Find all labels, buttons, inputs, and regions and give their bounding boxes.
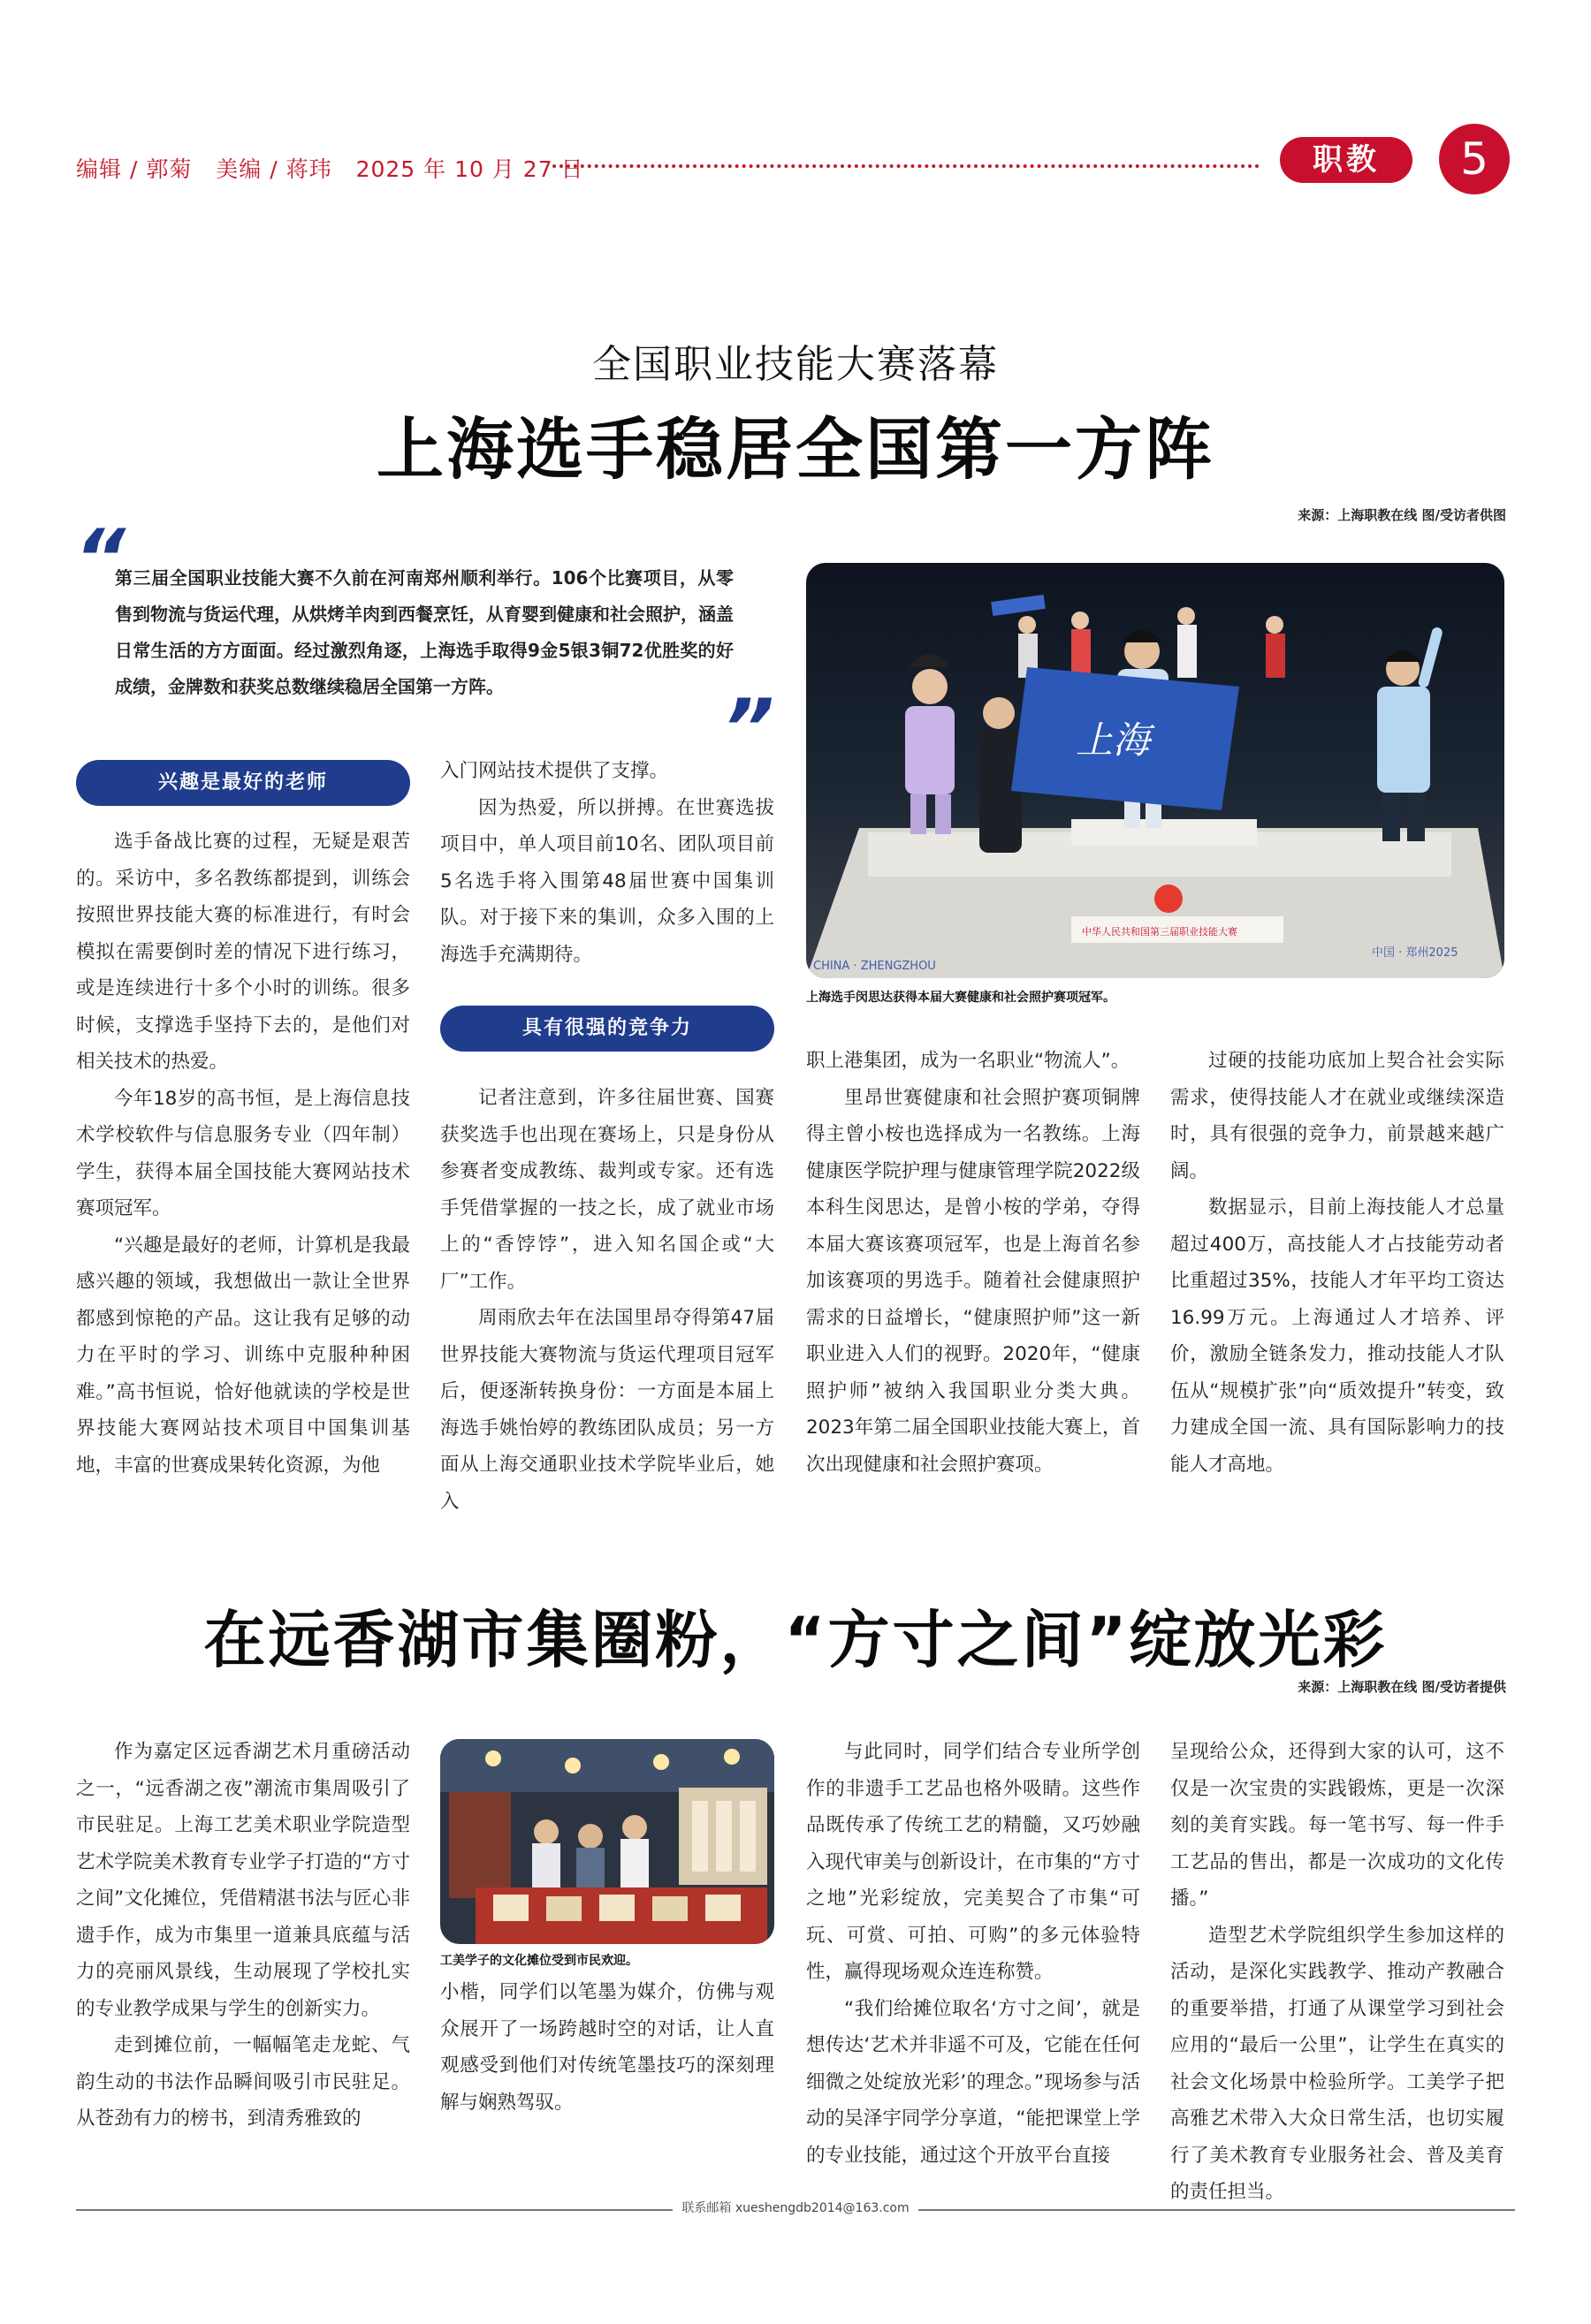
market-stall-illustration	[440, 1739, 774, 1944]
paragraph: 造型艺术学院组织学生参加这样的活动，是深化实践教学、推动产教融合的重要举措，打通了从课堂学习到社会应用的“最后一公里”，让学生在真实的社会文化场景中检验所学。工美学子把高雅艺术带入大众日常生活，也切实履行了美术教育专业服务社会、普及美育的责任担当。	[1170, 1924, 1504, 2203]
header-dotted-rule	[552, 164, 1260, 168]
subhead-interest: 兴趣是最好的老师	[76, 760, 410, 806]
article2-photo-caption: 工美学子的文化摊位受到市民欢迎。	[440, 1954, 638, 1968]
article1-photo-caption: 上海选手闵思达获得本届大赛健康和社会照护赛项冠军。	[806, 991, 1115, 1005]
photo-corner-left: CHINA · ZHENGZHOU	[813, 960, 936, 973]
paragraph: 记者注意到，许多往届世赛、国赛获奖选手也出现在赛场上，只是身份从参赛者变成教练、裁判或专家。还有选手凭借掌握的一技之长，成了就业市场上的“香饽饽”，进入知名国企或“大厂”工作。	[440, 1087, 774, 1293]
footer	[0, 2199, 1591, 2216]
article1-column-2-top	[440, 753, 774, 973]
flag-label: 上海	[1076, 718, 1151, 762]
paragraph: 周雨欣去年在法国里昂夺得第47届世界技能大赛物流与货运代理项目冠军后，便逐渐转换身份：一方面是本届上海选手姚怡婷的教练团队成员；另一方面从上海交通职业技术学院毕业后，她入	[440, 1307, 774, 1513]
subhead-competitiveness: 具有很强的竞争力	[440, 1006, 774, 1052]
market-stall-photo	[440, 1739, 774, 1944]
article2-column-2	[440, 1974, 774, 2121]
paragraph: 走到摊位前，一幅幅笔走龙蛇、气韵生动的书法作品瞬间吸引市民驻足。从苍劲有力的榜书，到清秀雅致的	[76, 2034, 410, 2130]
award-ceremony-illustration	[806, 563, 1504, 978]
article1-column-2-bottom	[440, 1080, 774, 1520]
paragraph: 选手备战比赛的过程，无疑是艰苦的。采访中，多名教练都提到，训练会按照世界技能大赛的标准进行，有时会模拟在需要倒时差的情况下进行练习，或是连续进行十多个小时的训练。很多时候，支撑选手坚持下去的，是他们对相关技术的热爱。	[76, 831, 410, 1073]
paragraph: 今年18岁的高书恒，是上海信息技术学校软件与信息服务专业（四年制）学生，获得本届全国技能大赛网站技术赛项冠军。	[76, 1087, 410, 1219]
article1-column-3	[806, 1043, 1140, 1483]
paragraph: “我们给摊位取名‘方寸之间’，就是想传达‘艺术并非遥不可及，它能在任何细微之处绽放光彩’的理念。”现场参与活动的吴泽宇同学分享道，“能把课堂上学的专业技能，通过这个开放平台直接	[806, 1997, 1140, 2167]
issue-date: 2025 年 10 月 27 日	[355, 156, 584, 182]
paragraph: 职上港集团，成为一名职业“物流人”。	[806, 1050, 1130, 1072]
article2-column-4	[1170, 1734, 1504, 2211]
award-ceremony-photo	[806, 563, 1504, 978]
contact-email: 联系邮箱 xueshengdb2014@163.com	[673, 2201, 917, 2215]
paragraph: 入门网站技术提供了支撑。	[440, 760, 669, 782]
paragraph: 过硬的技能功底加上契合社会实际需求，使得技能人才在就业或继续深造时，具有很强的竞争力，前景越来越广阔。	[1170, 1050, 1504, 1182]
close-quote-icon: ”	[723, 682, 774, 775]
paragraph: 呈现给公众，还得到大家的认可，这不仅是一次宝贵的实践锻炼，更是一次深刻的美育实践。每一笔书写、每一件手工艺品的售出，都是一次成功的文化传播。”	[1170, 1741, 1504, 1910]
paragraph: 作为嘉定区远香湖艺术月重磅活动之一，“远香湖之夜”潮流市集周吸引了市民驻足。上海工艺美术职业学院造型艺术学院美术教育专业学子打造的“方寸之间”文化摊位，凭借精湛书法与匠心非遗手作，成为市集里一道兼具底蕴与活力的亮丽风景线，生动展现了学校扎实的专业教学成果与学生的创新实力。	[76, 1741, 410, 2020]
paragraph: 因为热爱，所以拼搏。在世赛选拔项目中，单人项目前10名、团队项目前5名选手将入围第48届世赛中国集训队。对于接下来的集训，众多入围的上海选手充满期待。	[440, 796, 774, 966]
editor-credit: 编辑 / 郭菊	[76, 156, 193, 182]
page-number: 5	[1439, 124, 1510, 194]
section-badge: 职教	[1280, 137, 1412, 183]
article2-credit: 来源：上海职教在线 图/受访者提供	[1298, 1679, 1506, 1695]
article1-subtitle: 全国职业技能大赛落幕	[592, 342, 999, 387]
article1-lead: 第三届全国职业技能大赛不久前在河南郑州顺利举行。106个比赛项目，从零售到物流与货运代理，从烘烤羊肉到西餐烹饪，从育婴到健康和社会照护，涵盖日常生活的方方面面。经过激烈角逐，上海选手取得9金5银3铜72优胜奖的好成绩，金牌数和获奖总数继续稳居全国第一方阵。	[115, 567, 734, 697]
article1-column-1	[76, 824, 410, 1484]
paragraph: 里昂世赛健康和社会照护赛项铜牌得主曾小桉也选择成为一名教练。上海健康医学院护理与健康管理学院2022级本科生闵思达，是曾小桉的学弟，夺得本届大赛该赛项冠军，也是上海首名参加该赛项的男选手。随着社会健康照护需求的日益增长，“健康照护师”这一新职业进入人们的视野。2020年，“健康照护师”被纳入我国职业分类大典。2023年第二届全国职业技能大赛上，首次出现健康和社会照护赛项。	[806, 1086, 1140, 1476]
designer-credit: 美编 / 蒋玮	[216, 156, 332, 182]
article2-column-3	[806, 1734, 1140, 2174]
paragraph: 小楷，同学们以笔墨为媒介，仿佛与观众展开了一场跨越时空的对话，让人直观感受到他们对传统笔墨技巧的深刻理解与娴熟驾驭。	[440, 1981, 774, 2114]
podium-board-text: 中华人民共和国第三届职业技能大赛	[1082, 926, 1237, 938]
article1-credit: 来源：上海职教在线 图/受访者供图	[1298, 507, 1506, 523]
masthead-info	[76, 152, 600, 184]
paragraph: “兴趣是最好的老师，计算机是我最感兴趣的领域，我想做出一款让全世界都感到惊艳的产品。这让我有足够的动力在平时的学习、训练中克服种种困难。”高书恒说，恰好他就读的学校是世界技能大赛网站技术项目中国集训基地，丰富的世赛成果转化资源，为他	[76, 1234, 410, 1477]
photo-corner-right: 中国 · 郑州2025	[1372, 946, 1458, 960]
open-quote-icon: “	[74, 513, 126, 605]
paragraph: 与此同时，同学们结合专业所学创作的非遗手工艺品也格外吸睛。这些作品既传承了传统工艺的精髓，又巧妙融入现代审美与创新设计，在市集的“方寸之地”光彩绽放，完美契合了市集“可玩、可赏、可拍、可购”的多元体验特性，赢得现场观众连连称赞。	[806, 1741, 1140, 1983]
article1-column-4	[1170, 1043, 1504, 1483]
article2-title: 在远香湖市集圈粉，“方寸之间”绽放光彩	[203, 1604, 1388, 1676]
article2-column-1	[76, 1734, 410, 2138]
article1-title: 上海选手稳居全国第一方阵	[377, 410, 1214, 489]
paragraph: 数据显示，目前上海技能人才总量超过400万，高技能人才占技能劳动者比重超过35%，技能人才年平均工资达16.99万元。上海通过人才培养、评价，激励全链条发力，推动技能人才队伍从“规模扩张”向“质效提升”转变，致力建成全国一流、具有国际影响力的技能人才高地。	[1170, 1196, 1504, 1476]
